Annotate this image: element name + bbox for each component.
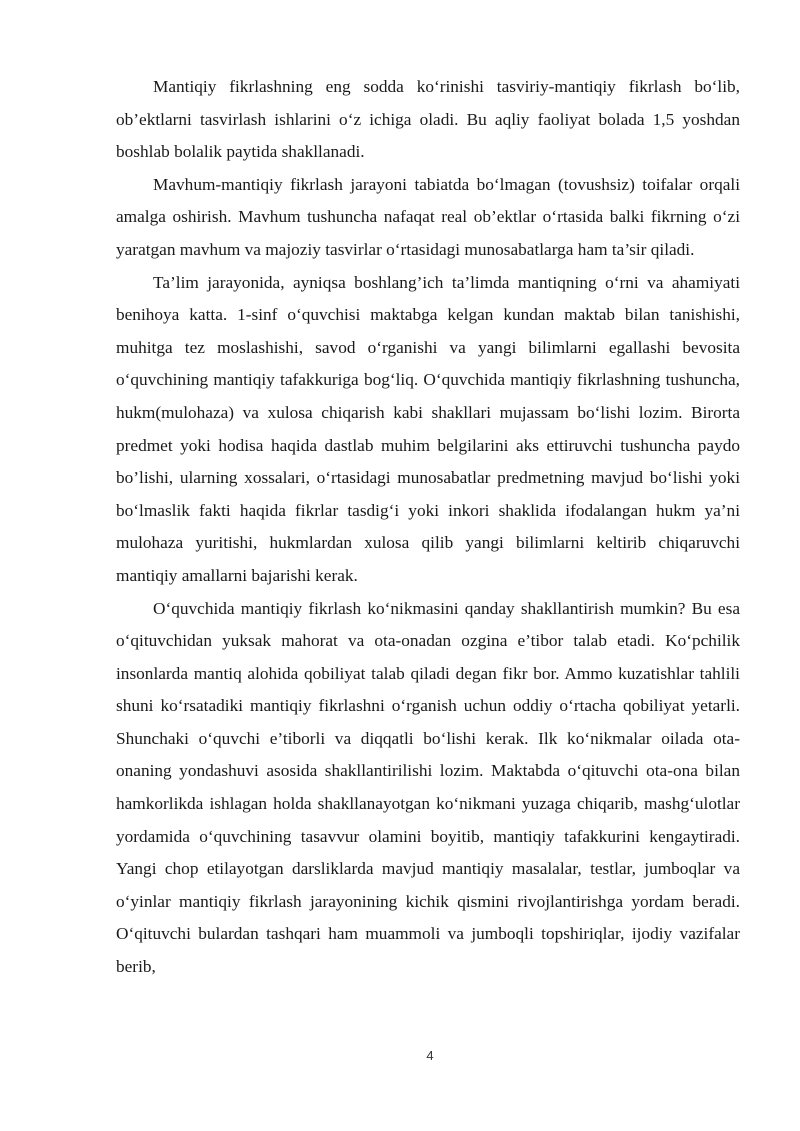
paragraph-1: Mantiqiy fikrlashning eng sodda ko‘rinishi tasviriy-mantiqiy fikrlash bo‘lib, ob’ektlarni tasvirlash ishlarini o‘z ichiga oladi. Bu aqliy faoliyat bolada 1,5 yoshdan boshlab bolalik paytida shakllanadi. (116, 77, 740, 162)
body-text (116, 71, 740, 984)
paragraph-3: Ta’lim jarayonida, ayniqsa boshlang’ich ta’limda mantiqning o‘rni va ahamiyati benihoya katta. 1-sinf o‘quvchisi maktabga kelgan kundan maktab bilan tanishishi, muhitga tez moslashishi, savod o‘rganishi va yangi bilimlarni egallashi bevosita o‘quvchining mantiqiy tafakkuriga bog‘liq. O‘quvchida mantiqiy fikrlashning tushuncha, hukm(mulohaza) va xulosa chiqarish kabi shakllari mujassam bo‘lishi lozim. Birorta predmet yoki hodisa haqida dastlab muhim belgilarini aks ettiruvchi tushuncha paydo bo’lishi, ularning xossalari, o‘rtasidagi munosabatlar predmetning mavjud bo‘lishi yoki bo‘lmaslik fakti haqida fikrlar tasdig‘i yoki inkori shaklida ifodalangan hukm ya’ni mulohaza yuritishi, hukmlardan xulosa qilib yangi bilimlarni keltirib chiqaruvchi mantiqiy amallarni bajarishi kerak. (116, 272, 740, 585)
page-number: 4 (426, 1048, 434, 1063)
paragraph-2: Mavhum-mantiqiy fikrlash jarayoni tabiatda bo‘lmagan (tovushsiz) toifalar orqali amalga oshirish. Mavhum tushuncha nafaqat real ob’ektlar o‘rtasida balki fikrning o‘zi yaratgan mavhum va majoziy tasvirlar o‘rtasidagi munosabatlarga ham ta’sir qiladi. (116, 174, 740, 259)
paragraph-4: O‘quvchida mantiqiy fikrlash ko‘nikmasini qanday shakllantirish mumkin? Bu esa o‘qituvchidan yuksak mahorat va ota-onadan ozgina e’tibor talab etadi. Ko‘pchilik insonlarda mantiq alohida qobiliyat talab qiladi degan fikr bor. Ammo kuzatishlar tahlili shuni ko‘rsatadiki mantiqiy fikrlashni o‘rganish uchun oddiy o‘rtacha qobiliyat yetarli. Shunchaki o‘quvchi e’tiborli va diqqatli bo‘lishi kerak. Ilk ko‘nikmalar oilada ota-onaning yondashuvi asosida shakllantirilishi lozim. Maktabda o‘qituvchi ota-ona bilan hamkorlikda ishlagan holda shakllanayotgan ko‘nikmani yuzaga chiqarib, mashg‘ulotlar yordamida o‘quvchining tasavvur olamini boyitib, mantiqiy tafakkurini kengaytiradi. Yangi chop etilayotgan darsliklarda mavjud mantiqiy masalalar, testlar, jumboqlar va o‘yinlar mantiqiy fikrlash jarayonining kichik qismini rivojlantirishga yordam beradi. O‘qituvchi bulardan tashqari ham muammoli va jumboqli topshiriqlar, ijodiy vazifalar berib, (116, 598, 740, 977)
